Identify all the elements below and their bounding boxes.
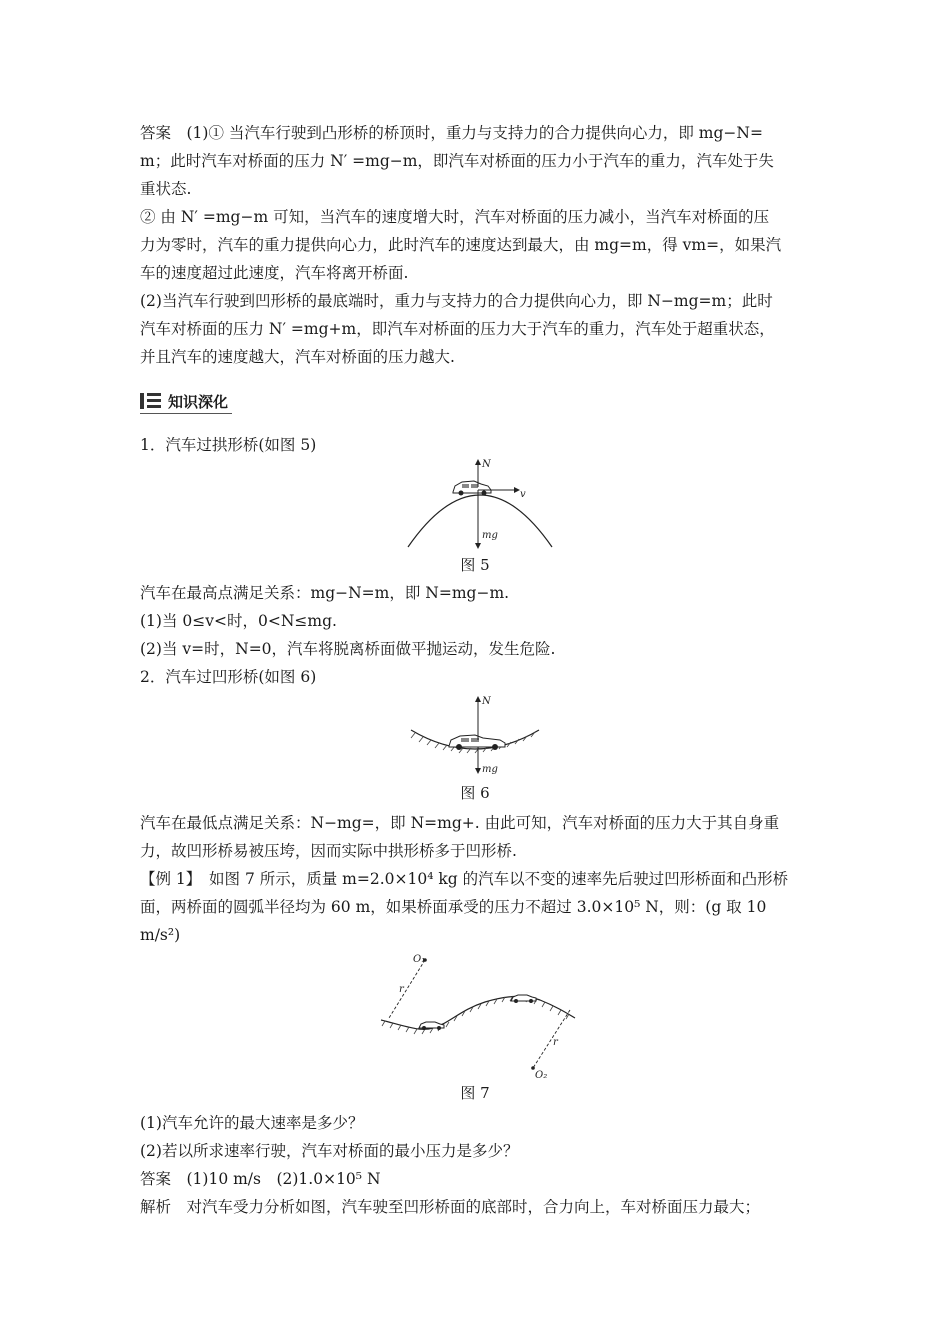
part1-case-2: (2)当 v=时，N=0，汽车将脱离桥面做平抛运动，发生危险. [140, 640, 556, 658]
label-v: v [520, 489, 526, 500]
example-question-2: (2)若以所求速率行驶，汽车对桥面的最小压力是多少？ [140, 1142, 519, 1160]
road-hatch [382, 996, 569, 1034]
figure-5-caption: 图 5 [460, 556, 490, 574]
section-header-icon [140, 392, 162, 410]
label-r-2: r [553, 1037, 558, 1048]
example-line-1: 【例 1】 如图 7 所示，质量 m=2.0×10⁴ kg 的汽车以不变的速率先后驶过凹形桥面和凸形桥 [140, 870, 789, 888]
part1-heading: 1．汽车过拱形桥(如图 5) [140, 436, 317, 454]
example-analysis: 解析 对汽车受力分析如图，汽车驶至凹形桥面的底部时，合力向上，车对桥面压力最大； [140, 1198, 761, 1216]
answer-line-6: 车的速度超过此速度，汽车将离开桥面. [140, 264, 409, 282]
example-answer: 答案 (1)10 m/s (2)1.0×10⁵ N [140, 1170, 381, 1188]
example-question-1: (1)汽车允许的最大速率是多少？ [140, 1114, 364, 1132]
answer-line-4: ② 由 N′ =mg−m 可知，当汽车的速度增大时，汽车对桥面的压力减小，当汽车对桥面的压 [140, 208, 770, 226]
car-icon-convex [511, 995, 536, 1003]
part1-case-1: (1)当 0≤v<时，0<N≤mg. [140, 612, 337, 630]
label-N: N [482, 459, 491, 470]
answer-line-2: m；此时汽车对桥面的压力 N′ =mg−m，即汽车对桥面的压力小于汽车的重力，汽车处于失 [140, 152, 774, 170]
convex-bridge-arc [408, 495, 552, 547]
car-icon [453, 481, 491, 496]
example-line-2: 面，两桥面的圆弧半径均为 60 m，如果桥面承受的压力不超过 3.0×10⁵ N，则：(g 取 10 [140, 898, 767, 916]
radius-line-2 [533, 1010, 570, 1068]
figure-6-concave-bridge [405, 688, 545, 780]
car-icon [449, 735, 505, 750]
section-header-title: 知识深化 [168, 392, 229, 411]
label-O2: O₂ [535, 1070, 548, 1081]
label-mg: mg [482, 530, 498, 541]
answer-line-9: 并且汽车的速度越大，汽车对桥面的压力越大. [140, 348, 455, 366]
figure-5-convex-bridge [400, 455, 560, 555]
figure-6-caption: 图 6 [460, 784, 490, 802]
example-line-3: m/s²) [140, 926, 181, 944]
label-N: N [482, 696, 491, 707]
radius-line-1 [389, 960, 425, 1018]
section-header [140, 388, 232, 414]
road-curve [381, 996, 575, 1029]
part2-relation-line-1: 汽车在最低点满足关系：N−mg=，即 N=mg+. 由此可知，汽车对桥面的压力大于其自身重 [140, 814, 780, 832]
answer-line-1: 答案 (1)① 当汽车行驶到凸形桥的桥顶时，重力与支持力的合力提供向心力，即 mg−N= [140, 124, 763, 142]
label-r-1: r [399, 984, 404, 995]
part2-relation-line-2: 力，故凹形桥易被压垮，因而实际中拱形桥多于凹形桥. [140, 842, 517, 860]
part2-heading: 2．汽车过凹形桥(如图 6) [140, 668, 317, 686]
figure-7-bridges [375, 950, 585, 1080]
answer-line-7: (2)当汽车行驶到凹形桥的最底端时，重力与支持力的合力提供向心力，即 N−mg=m；此时 [140, 292, 773, 310]
answer-line-5: 力为零时，汽车的重力提供向心力，此时汽车的速度达到最大，由 mg=m，得 vm=，如果汽 [140, 236, 782, 254]
part1-relation: 汽车在最高点满足关系：mg−N=m，即 N=mg−m. [140, 584, 510, 602]
label-O1: O₁ [413, 954, 426, 965]
figure-7-caption: 图 7 [460, 1084, 490, 1102]
answer-line-8: 汽车对桥面的压力 N′ =mg+m，即汽车对桥面的压力大于汽车的重力，汽车处于超重状态， [140, 320, 775, 338]
label-mg: mg [482, 764, 498, 775]
answer-line-3: 重状态. [140, 180, 192, 198]
section-header-rule [140, 413, 232, 414]
